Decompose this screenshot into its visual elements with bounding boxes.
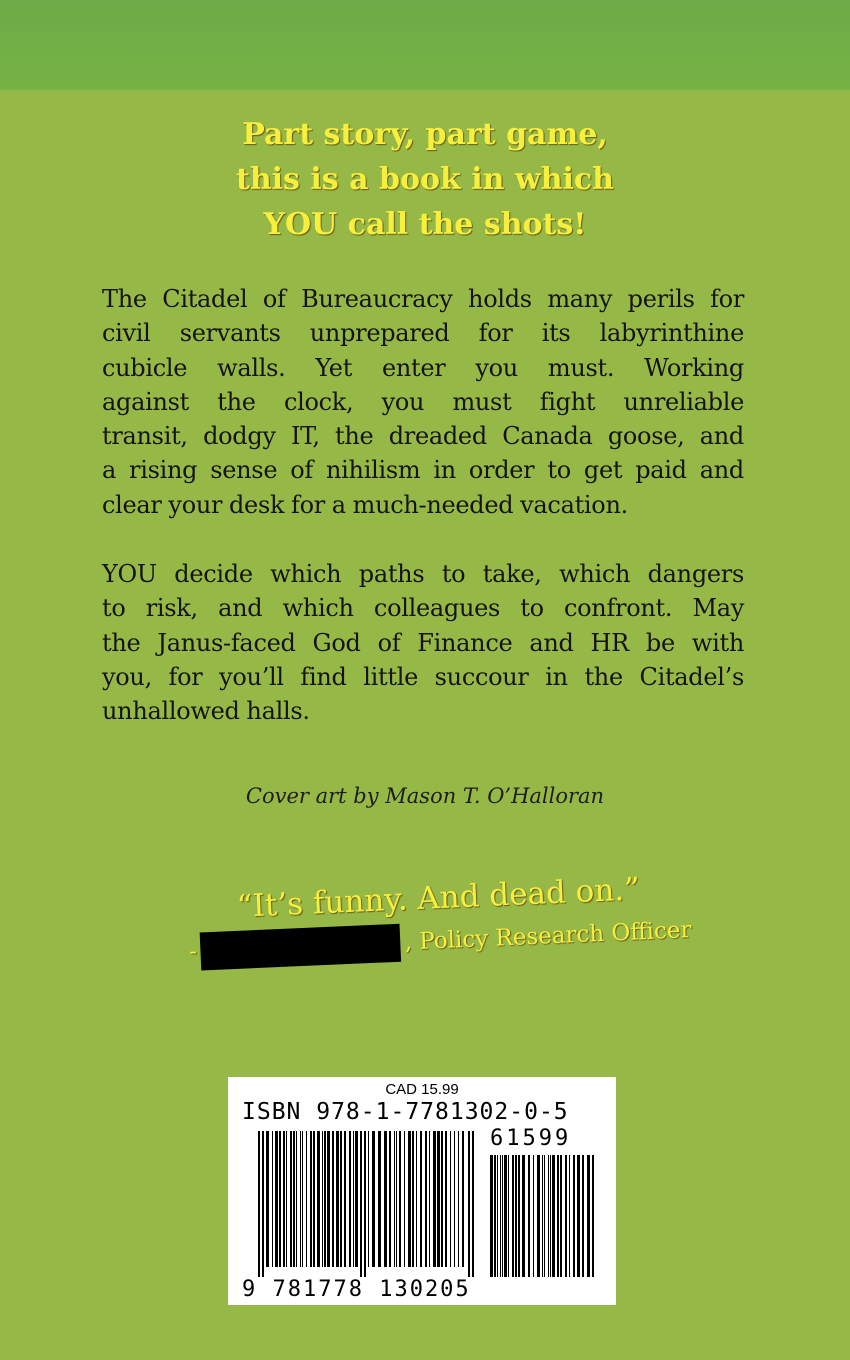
blurb-line: clear your desk for a much-needed vacation. <box>102 490 628 519</box>
barcode-bar <box>412 1131 414 1267</box>
blurb-paragraph-1 <box>102 282 744 522</box>
barcode-bar <box>378 1131 381 1267</box>
barcode-bar <box>258 1131 260 1277</box>
redacted-name <box>200 924 401 971</box>
barcode-bar <box>468 1131 470 1277</box>
barcode-bar <box>462 1131 464 1267</box>
tagline-line: this is a book in which <box>235 162 614 197</box>
barcode-bar <box>548 1155 549 1277</box>
barcode-bar <box>592 1155 594 1277</box>
barcode-bar <box>283 1131 285 1267</box>
barcode-graphic <box>228 1077 616 1305</box>
barcode-bar <box>533 1155 534 1277</box>
barcode-bar <box>317 1131 320 1267</box>
barcode-bar <box>349 1131 351 1267</box>
blurb-line: YOU decide which paths to take, which dangers <box>102 560 744 588</box>
ean-digits: 9 781778 130205 <box>242 1277 471 1302</box>
barcode-bar <box>500 1155 501 1277</box>
barcode-bar <box>458 1131 459 1267</box>
barcode-bar <box>494 1155 496 1277</box>
barcode-bar <box>565 1155 567 1277</box>
barcode-bar <box>310 1131 312 1267</box>
barcode-bar <box>569 1155 570 1277</box>
barcode-bar <box>490 1155 493 1277</box>
barcode-bar <box>394 1131 395 1267</box>
blurb-line: a rising sense of nihilism in order to get paid and <box>102 456 744 485</box>
barcode-bar <box>306 1131 307 1267</box>
barcode-bar <box>425 1131 427 1267</box>
tagline-line: Part story, part game, <box>242 117 608 152</box>
cover-art-credit: Cover art by Mason T. O’Halloran <box>245 784 605 808</box>
barcode-bar <box>399 1131 401 1267</box>
barcode-bar <box>445 1131 447 1267</box>
barcode-bar <box>515 1155 517 1277</box>
barcode-bar <box>327 1131 330 1267</box>
barcode-bar <box>512 1155 514 1277</box>
barcode-bar <box>441 1131 443 1267</box>
barcode-bar <box>573 1155 575 1277</box>
barcode-bar <box>450 1131 451 1267</box>
barcode-bar <box>262 1131 264 1277</box>
barcode-bar <box>518 1155 520 1277</box>
barcode-bar <box>502 1155 503 1277</box>
barcode-bar <box>582 1155 584 1277</box>
barcode-bar <box>537 1155 540 1277</box>
barcode-bar <box>528 1155 530 1277</box>
barcode-bar <box>279 1131 281 1267</box>
barcode-bar <box>396 1131 397 1267</box>
barcode-bar <box>577 1155 580 1277</box>
barcode-bar <box>404 1131 405 1267</box>
barcode-bar <box>340 1131 342 1267</box>
blurb-line: transit, dodgy IT, the dreaded Canada goose, and <box>102 422 744 451</box>
blurb-line: The Citadel of Bureaucracy holds many perils for <box>102 285 744 313</box>
barcode-bar <box>355 1131 358 1267</box>
barcode-bar <box>344 1131 346 1267</box>
barcode-bar <box>360 1131 362 1277</box>
barcode-bar <box>296 1131 297 1267</box>
tagline <box>0 112 850 247</box>
addon-code: 61599 <box>490 1126 572 1151</box>
barcode-bar <box>272 1131 273 1267</box>
attribution-role: , Policy Research Officer <box>404 917 692 956</box>
blurb-line: cubicle walls. Yet enter you must. Working <box>102 353 744 382</box>
barcode-bar <box>389 1131 391 1267</box>
barcode-panel <box>228 1077 616 1305</box>
barcode-bar <box>437 1131 440 1267</box>
barcode-bar <box>324 1131 326 1267</box>
barcode-bar <box>472 1131 474 1277</box>
barcode-bar <box>504 1155 507 1277</box>
isbn-label: ISBN 978-1-7781302-0-5 <box>242 1099 569 1125</box>
barcode-bar <box>420 1131 422 1267</box>
barcode-bar <box>286 1131 287 1267</box>
barcode-bar <box>429 1131 430 1267</box>
barcode-bar <box>454 1131 455 1267</box>
barcode-bar <box>587 1155 590 1277</box>
barcode-bar <box>408 1131 411 1267</box>
barcode-bar <box>293 1131 295 1267</box>
blurb-line: unhallowed halls. <box>102 697 310 726</box>
barcode-bar <box>384 1131 387 1267</box>
barcode-bar <box>552 1155 555 1277</box>
top-band <box>0 0 850 90</box>
blurb-line: civil servants unprepared for its labyrinthine <box>102 319 744 348</box>
barcode-bar <box>336 1131 339 1267</box>
barcode-bar <box>416 1131 417 1267</box>
barcode-bar <box>313 1131 315 1267</box>
barcode-bar <box>372 1131 375 1267</box>
blurb-line: to risk, and which colleagues to confront. May <box>102 594 744 623</box>
barcode-bar <box>550 1155 551 1277</box>
barcode-bar <box>508 1155 509 1277</box>
barcode-bar <box>290 1131 292 1267</box>
barcode-bar <box>557 1155 559 1277</box>
blurb-line: the Janus-faced God of Finance and HR be with <box>102 628 744 657</box>
barcode-bar <box>542 1155 543 1277</box>
blurb-line: you, for you’ll find little succour in the Citadel’s <box>102 662 744 691</box>
barcode-bar <box>332 1131 334 1267</box>
review-quote: “It’s funny. And dead on.” <box>236 871 641 925</box>
price-label: CAD 15.99 <box>385 1081 459 1098</box>
review-block <box>148 867 732 1002</box>
attribution-dash: - <box>188 938 198 965</box>
barcode-bar <box>300 1131 301 1267</box>
barcode-bar <box>497 1155 498 1277</box>
barcode-bar <box>302 1131 303 1267</box>
barcode-bar <box>322 1131 323 1267</box>
barcode-bar <box>522 1155 525 1277</box>
barcode-bar <box>275 1131 278 1267</box>
blurb-paragraph-2 <box>102 557 744 728</box>
barcode-bar <box>433 1131 436 1267</box>
barcode-bar <box>368 1131 369 1267</box>
barcode-bar <box>266 1131 269 1267</box>
barcode-bar <box>560 1155 562 1277</box>
blurb-line: against the clock, you must fight unreliable <box>102 387 744 416</box>
tagline-line: YOU call the shots! <box>263 207 587 242</box>
barcode-bar <box>364 1131 366 1277</box>
barcode-bar <box>353 1131 354 1267</box>
barcode-bar <box>544 1155 545 1277</box>
